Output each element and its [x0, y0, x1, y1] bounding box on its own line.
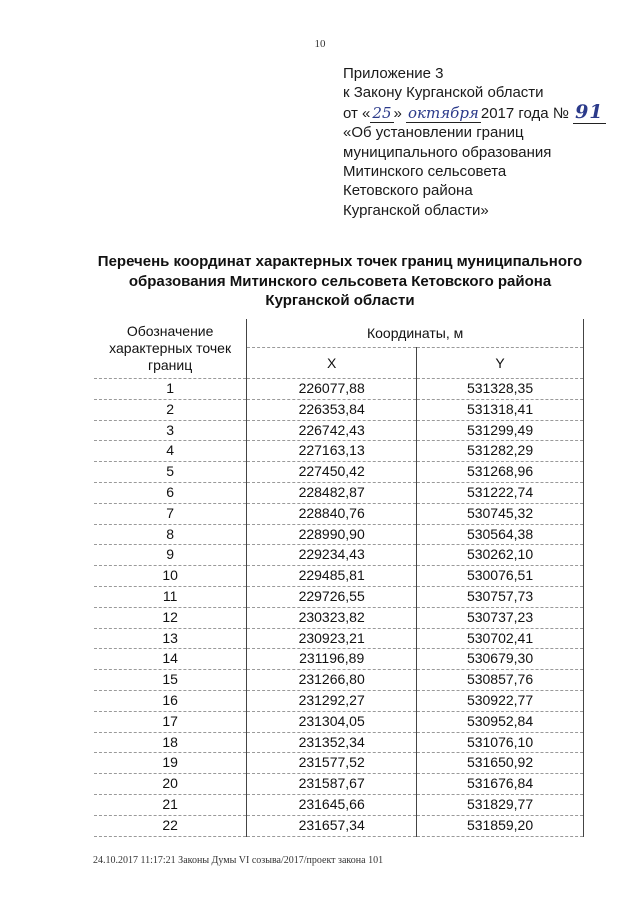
table-row — [94, 732, 584, 753]
footer-stamp: 24.10.2017 11:17:21 Законы Думы VI созыва/2017/проект закона 101 — [93, 855, 384, 866]
title-line-3: Курганской области — [265, 292, 415, 309]
appendix-header — [343, 64, 623, 220]
x-coordinate: 228840,76 — [247, 503, 417, 524]
table-row — [94, 503, 584, 524]
x-coordinate: 226077,88 — [247, 379, 417, 400]
table-row — [94, 441, 584, 462]
x-coordinate: 230323,82 — [247, 607, 417, 628]
x-coordinate: 229726,55 — [247, 586, 417, 607]
point-number: 14 — [94, 649, 247, 670]
point-number: 15 — [94, 670, 247, 691]
table-row — [94, 399, 584, 420]
y-coordinate: 530745,32 — [417, 503, 584, 524]
coordinates-table — [94, 319, 584, 837]
x-column-header: X — [247, 348, 417, 379]
appendix-line-8: Курганской области» — [343, 201, 489, 219]
y-coordinate: 530702,41 — [417, 628, 584, 649]
date-mid: » — [393, 104, 402, 122]
point-number: 7 — [94, 503, 247, 524]
y-coordinate: 531299,49 — [417, 420, 584, 441]
y-coordinate: 530857,76 — [417, 670, 584, 691]
appendix-date-line — [343, 100, 623, 123]
y-coordinate: 531829,77 — [417, 794, 584, 815]
x-coordinate: 231657,34 — [247, 815, 417, 836]
y-coordinate: 531076,10 — [417, 732, 584, 753]
point-number: 20 — [94, 774, 247, 795]
y-coordinate: 530564,38 — [417, 524, 584, 545]
point-number: 18 — [94, 732, 247, 753]
table-row — [94, 815, 584, 836]
point-number: 21 — [94, 794, 247, 815]
y-coordinate: 531859,20 — [417, 815, 584, 836]
y-coordinate: 531650,92 — [417, 753, 584, 774]
table-row — [94, 649, 584, 670]
table-row — [94, 774, 584, 795]
appendix-line-7: Кетовского района — [343, 182, 473, 200]
x-coordinate: 229234,43 — [247, 545, 417, 566]
table-row — [94, 566, 584, 587]
x-coordinate: 231304,05 — [247, 711, 417, 732]
appendix-line-4: «Об установлении границ — [343, 124, 524, 142]
points-column-header: Обозначение характерных точек границ — [94, 319, 247, 379]
point-number: 1 — [94, 379, 247, 400]
point-number: 5 — [94, 462, 247, 483]
appendix-line-5: муниципального образования — [343, 143, 552, 161]
y-coordinate: 530757,73 — [417, 586, 584, 607]
point-number: 11 — [94, 586, 247, 607]
x-coordinate: 229485,81 — [247, 566, 417, 587]
y-coordinate: 531282,29 — [417, 441, 584, 462]
point-number: 9 — [94, 545, 247, 566]
point-number: 22 — [94, 815, 247, 836]
table-row — [94, 379, 584, 400]
document-title — [60, 252, 620, 311]
appendix-line-1: Приложение 3 — [343, 65, 444, 82]
y-coordinate: 530679,30 — [417, 649, 584, 670]
page-number: 10 — [314, 38, 326, 50]
handwritten-day: 25 — [372, 103, 392, 122]
y-coordinate: 531268,96 — [417, 462, 584, 483]
y-coordinate: 530952,84 — [417, 711, 584, 732]
table-row — [94, 711, 584, 732]
table-row — [94, 420, 584, 441]
x-coordinate: 228990,90 — [247, 524, 417, 545]
point-number: 6 — [94, 482, 247, 503]
table-row — [94, 794, 584, 815]
handwritten-month: октября — [408, 103, 479, 122]
appendix-line-2: к Закону Курганской области — [343, 84, 544, 102]
table-row — [94, 524, 584, 545]
y-coordinate: 530076,51 — [417, 566, 584, 587]
x-coordinate: 231292,27 — [247, 690, 417, 711]
appendix-line-6: Митинского сельсовета — [343, 163, 507, 181]
table-row — [94, 753, 584, 774]
y-coordinate: 531676,84 — [417, 774, 584, 795]
point-number: 3 — [94, 420, 247, 441]
y-coordinate: 531222,74 — [417, 482, 584, 503]
handwritten-law-number: 91 — [575, 100, 604, 123]
x-coordinate: 226353,84 — [247, 399, 417, 420]
point-number: 4 — [94, 441, 247, 462]
table-row — [94, 670, 584, 691]
x-coordinate: 231577,52 — [247, 753, 417, 774]
table-row — [94, 586, 584, 607]
date-prefix: от « — [343, 104, 371, 122]
x-coordinate: 231352,34 — [247, 732, 417, 753]
y-coordinate: 531318,41 — [417, 399, 584, 420]
title-line-2: образования Митинского сельсовета Кетовского района — [128, 272, 552, 290]
point-number: 2 — [94, 399, 247, 420]
point-number: 13 — [94, 628, 247, 649]
y-coordinate: 530262,10 — [417, 545, 584, 566]
x-coordinate: 226742,43 — [247, 420, 417, 441]
x-coordinate: 228482,87 — [247, 482, 417, 503]
x-coordinate: 231196,89 — [247, 649, 417, 670]
x-coordinate: 231587,67 — [247, 774, 417, 795]
table-row — [94, 607, 584, 628]
table-row — [94, 628, 584, 649]
coordinates-header: Координаты, м — [247, 319, 584, 348]
date-suffix: 2017 года № — [480, 104, 569, 122]
x-coordinate: 231266,80 — [247, 670, 417, 691]
point-number: 10 — [94, 566, 247, 587]
table-row — [94, 545, 584, 566]
point-number: 19 — [94, 753, 247, 774]
table-row — [94, 482, 584, 503]
x-coordinate: 227450,42 — [247, 462, 417, 483]
x-coordinate: 227163,13 — [247, 441, 417, 462]
table-row — [94, 690, 584, 711]
point-number: 8 — [94, 524, 247, 545]
y-coordinate: 530737,23 — [417, 607, 584, 628]
y-coordinate: 531328,35 — [417, 379, 584, 400]
y-coordinate: 530922,77 — [417, 690, 584, 711]
y-column-header: Y — [417, 348, 584, 379]
x-coordinate: 231645,66 — [247, 794, 417, 815]
x-coordinate: 230923,21 — [247, 628, 417, 649]
table-row — [94, 462, 584, 483]
point-number: 12 — [94, 607, 247, 628]
title-line-1: Перечень координат характерных точек границ муниципального — [97, 253, 583, 270]
point-number: 16 — [94, 690, 247, 711]
point-number: 17 — [94, 711, 247, 732]
